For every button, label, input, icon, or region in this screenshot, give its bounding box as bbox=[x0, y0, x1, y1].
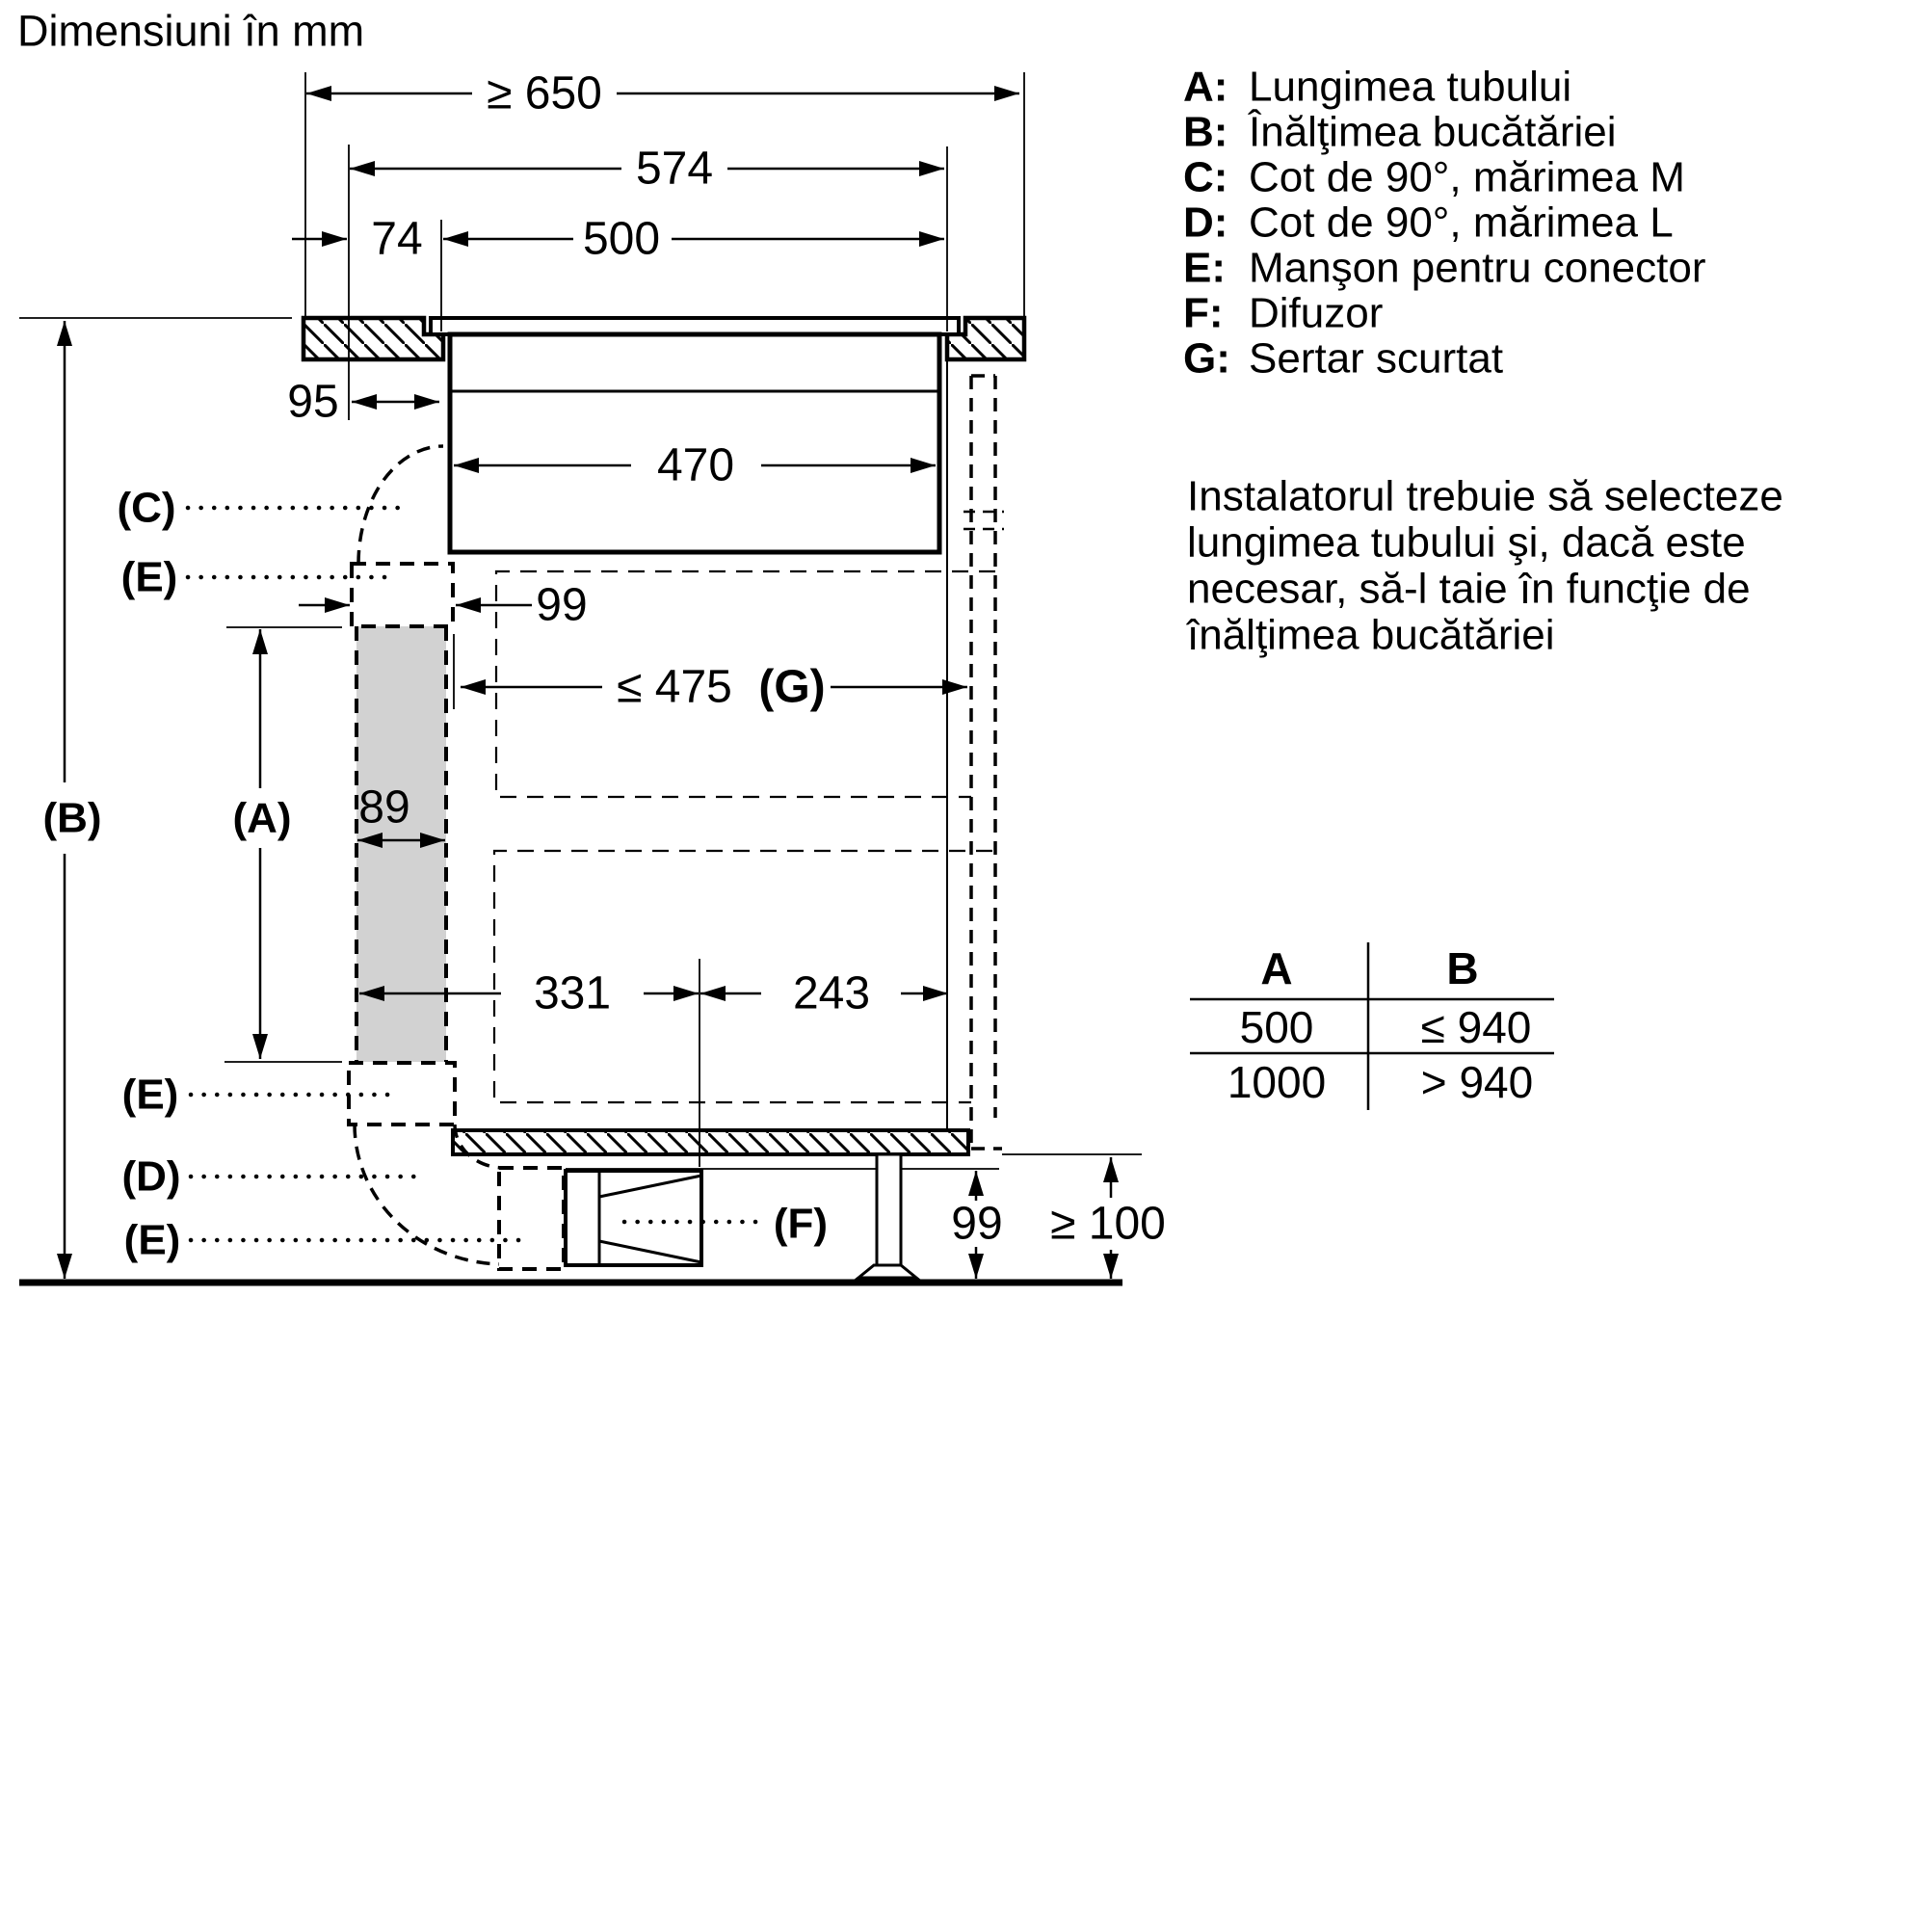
hob-glass-top bbox=[431, 318, 959, 334]
note-line-4: înălţimea bucătăriei bbox=[1187, 611, 1555, 659]
legend-key-g: G: bbox=[1183, 334, 1230, 383]
dim-text-243: 243 bbox=[792, 967, 871, 1019]
note-line-1: Instalatorul trebuie să selecteze bbox=[1187, 472, 1783, 520]
legend-key-e: E: bbox=[1183, 244, 1226, 292]
dim-text-650: ≥ 650 bbox=[487, 67, 602, 119]
legend-key-b: B: bbox=[1183, 108, 1228, 156]
table-cell-b1: ≤ 940 bbox=[1420, 1002, 1532, 1052]
cabinet-leg bbox=[877, 1154, 901, 1265]
dim-text-99-top: 99 bbox=[536, 579, 588, 631]
note-line-2: lungimea tubului şi, dacă este bbox=[1187, 518, 1746, 567]
label-a: (A) bbox=[232, 794, 292, 842]
dim-text-89: 89 bbox=[358, 781, 410, 834]
dim-text-331: 331 bbox=[533, 967, 612, 1019]
legend-text-d: Cot de 90°, mărimea L bbox=[1249, 198, 1674, 247]
dim-text-95: 95 bbox=[287, 376, 339, 428]
note-line-3: necesar, să-l taie în funcţie de bbox=[1187, 565, 1751, 613]
duct-vertical-fill bbox=[356, 626, 446, 1062]
legend-key-c: C: bbox=[1183, 153, 1228, 201]
installer-note bbox=[1186, 473, 1783, 659]
dim-text-475: ≤ 475 bbox=[617, 661, 732, 713]
cabinet-shelf bbox=[453, 1130, 968, 1154]
dim-text-74: 74 bbox=[371, 213, 423, 265]
worktop-left bbox=[304, 318, 443, 359]
dim-text-99-bottom: 99 bbox=[951, 1198, 1003, 1250]
ab-table bbox=[1190, 942, 1554, 1110]
page-title: Dimensiuni în mm bbox=[17, 6, 365, 56]
table-header-b: B bbox=[1446, 943, 1479, 993]
legend-text-b: Înălţimea bucătăriei bbox=[1249, 108, 1617, 156]
dimension-lines bbox=[65, 93, 1111, 1279]
elbow-c-arc bbox=[358, 446, 443, 564]
label-e-bottom: (E) bbox=[123, 1216, 181, 1264]
sleeve-horizontal bbox=[499, 1168, 564, 1269]
label-b: (B) bbox=[42, 794, 102, 842]
sleeve-top bbox=[352, 564, 453, 626]
label-c: (C) bbox=[117, 484, 176, 532]
table-header-a: A bbox=[1260, 943, 1293, 993]
legend-text-f: Difuzor bbox=[1249, 289, 1384, 337]
legend-text-a: Lungimea tubului bbox=[1249, 63, 1572, 111]
table-cell-b2: > 940 bbox=[1420, 1057, 1534, 1107]
cabinet-leg-foot bbox=[858, 1265, 916, 1278]
dim-text-500: 500 bbox=[582, 213, 661, 265]
sleeve-bottom bbox=[349, 1063, 455, 1125]
table-cell-a2: 1000 bbox=[1227, 1057, 1327, 1107]
legend-key-a: A: bbox=[1183, 63, 1228, 111]
label-e-top: (E) bbox=[120, 553, 178, 601]
dim-text-g-label: (G) bbox=[758, 661, 826, 713]
legend-text-c: Cot de 90°, mărimea M bbox=[1249, 153, 1685, 201]
legend-text-e: Manşon pentru conector bbox=[1249, 244, 1706, 292]
dim-text-574: 574 bbox=[635, 143, 714, 195]
dim-text-100: ≥ 100 bbox=[1050, 1198, 1166, 1250]
legend-key-d: D: bbox=[1183, 198, 1228, 247]
dim-text-470: 470 bbox=[656, 439, 735, 491]
table-cell-a1: 500 bbox=[1239, 1002, 1314, 1052]
legend bbox=[1183, 64, 1706, 383]
diffuser-body bbox=[566, 1171, 701, 1265]
legend-key-f: F: bbox=[1183, 289, 1224, 337]
label-d: (D) bbox=[121, 1152, 181, 1201]
label-e-mid: (E) bbox=[121, 1071, 179, 1119]
label-f: (F) bbox=[773, 1200, 829, 1248]
legend-text-g: Sertar scurtat bbox=[1249, 334, 1504, 383]
